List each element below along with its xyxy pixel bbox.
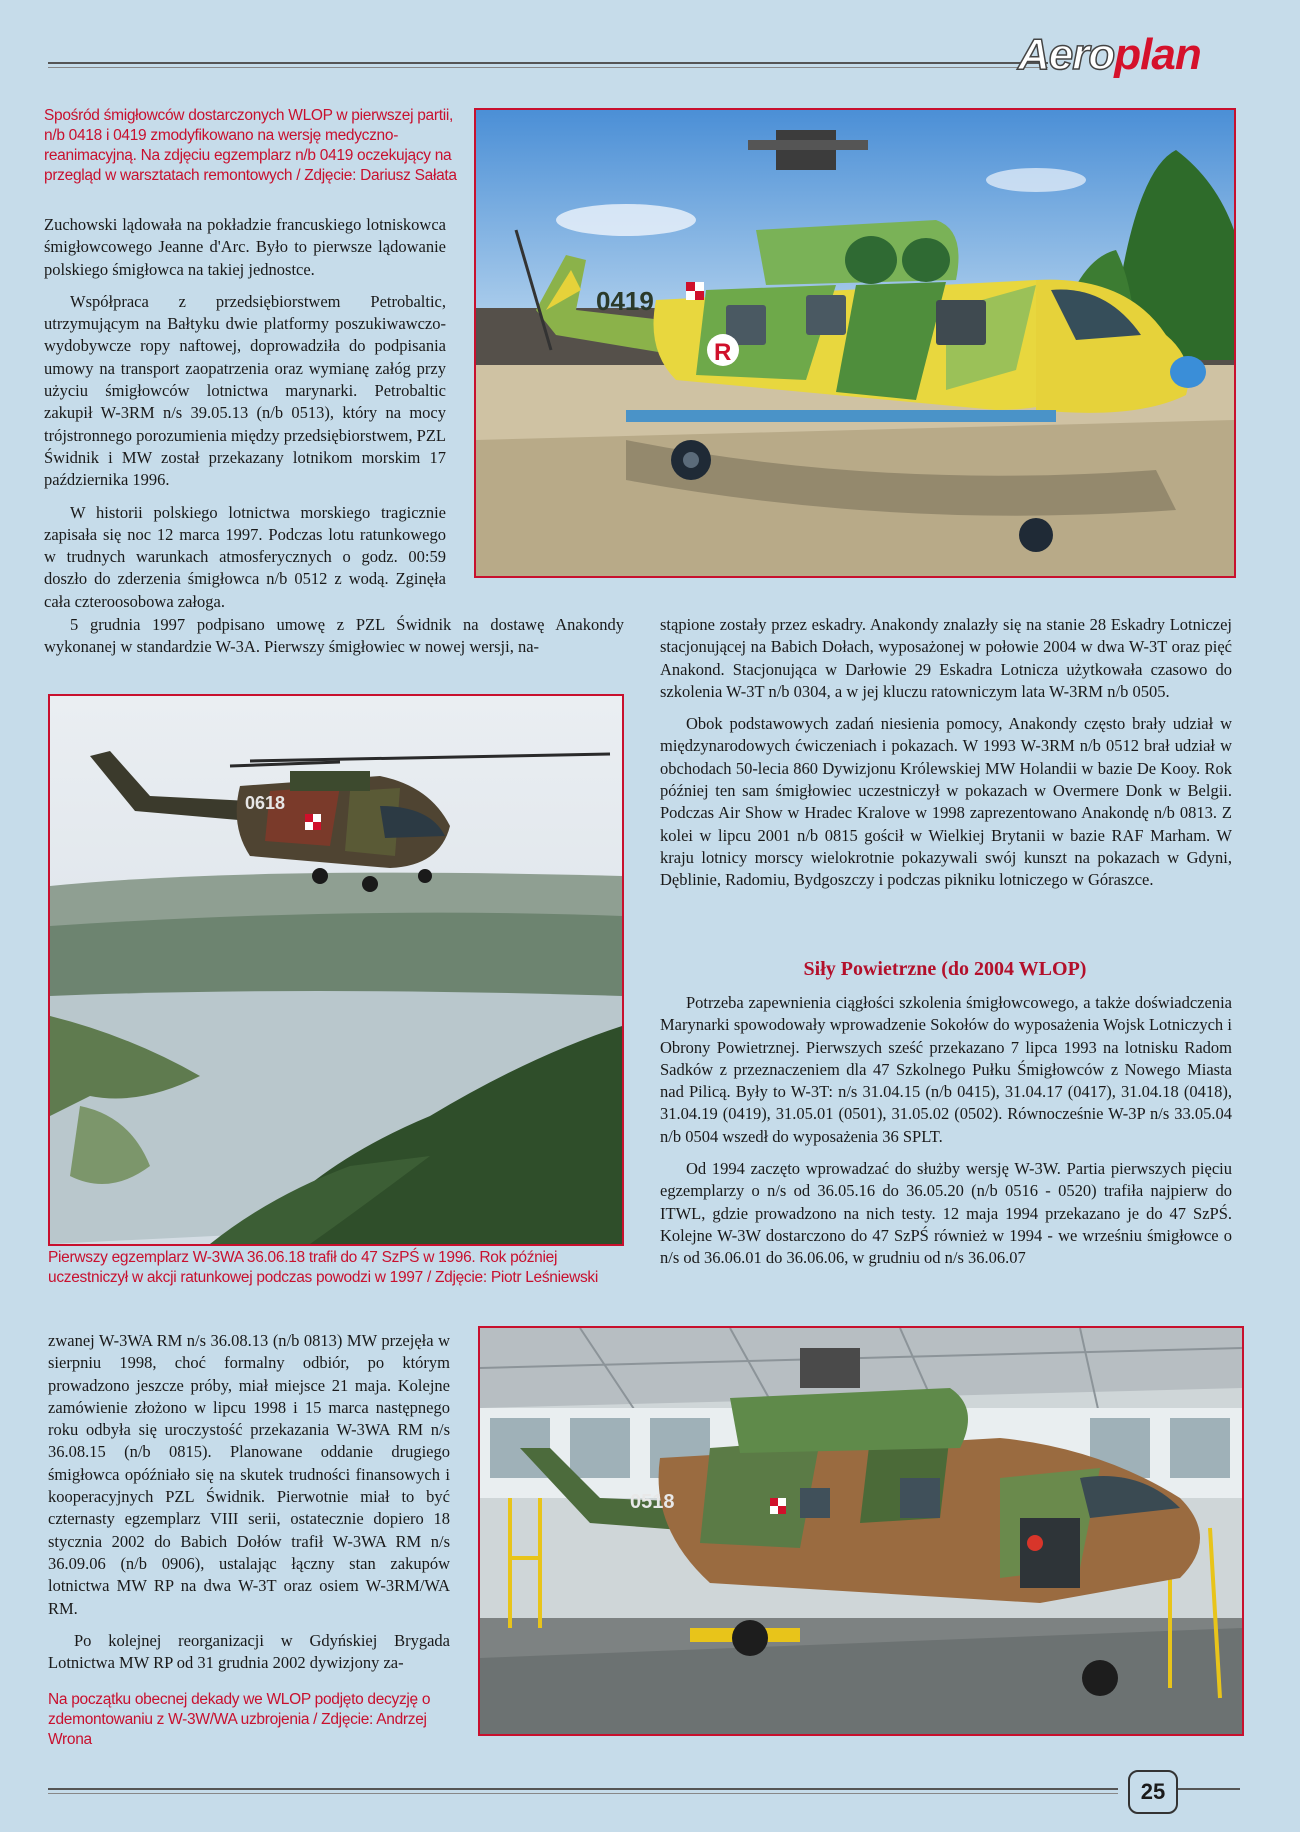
caption-bottom-photo: Na początku obecnej dekady we WLOP podjęto decyzję o zdemontowaniu z W-3W/WA uzbrojenia / Zdjęcie: Andrzej Wrona — [48, 1691, 431, 1748]
header-rule — [48, 62, 1048, 64]
text-column-right-section — [660, 992, 1232, 1280]
tail-number-0419: 0419 — [596, 286, 654, 316]
paragraph: 5 grudnia 1997 podpisano umowę z PZL Świdnik na dostawę Anakondy wykonanej w standardzie W-3A. Pierwszy śmigłowiec w nowej wersji, na- — [44, 615, 624, 657]
photo-helicopter-0419-ground — [474, 108, 1236, 578]
paragraph: Po kolejnej reorganizacji w Gdyńskiej Brygada Lotnictwa MW RP od 31 grudnia 2002 dywizjony za- — [48, 1630, 450, 1673]
door-letter: R — [714, 339, 732, 366]
paragraph: Potrzeba zapewnienia ciągłości szkolenia śmigłowcowego, a także doświadczenia Marynarki spowodowały wprowadzenie Sokołów do wyposażenia Wojsk Lotniczych i Obrony Powietrznej. Pierwszych sześć przekazano 7 lipca 1993 na lotnisku Radom Sadków z przeznaczeniem dla 47 Szkolnego Pułku Śmigłowców z Nowego Miasta nad Pilicą. Były to W-3T: n/s 31.04.15 (n/b 0415), 31.04.17 (0417), 31.04.18 (0418), 31.04.19 (0419), 31.05.01 (0501), 31.05.02 (0502). Równocześnie W-3P n/s 33.05.04 n/b 0504 wszedł do wyposażenia 36 SPLT. — [660, 993, 1232, 1146]
page-number: 25 — [1128, 1770, 1178, 1814]
photo-helicopter-0618-flight — [48, 694, 624, 1246]
tail-number-0618: 0618 — [245, 793, 286, 813]
text-column-bottom-left — [48, 1330, 450, 1684]
paragraph: W historii polskiego lotnictwa morskiego tragicznie zapisała się noc 12 marca 1997. Podczas lotu ratunkowego w trudnych warunkach atmosferycznych o godz. 00:59 doszło do zderzenia śmigłowca n/b 0512 z wodą. Zginęła cała czteroosobowa załoga. — [44, 502, 446, 611]
text-column-wide-left — [44, 614, 624, 669]
logo-part-plan: plan — [1114, 30, 1201, 79]
caption-middle-photo: Pierwszy egzemplarz W-3WA 36.06.18 trafił do 47 SzPŚ w 1996. Rok później uczestniczył w akcji ratunkowej podczas powodzi w 1997 / Zdjęcie: Piotr Leśniewski — [48, 1249, 599, 1286]
text-column-top-left — [44, 214, 446, 623]
footer-rule-thin — [48, 1793, 1118, 1794]
paragraph: Od 1994 zaczęto wprowadzać do służby wersję W-3W. Partia pierwszych pięciu egzemplarzy o n/s od 36.05.16 do 36.05.20 (n/b 0516 - 0520) trafiła najpierw do ITWL, gdzie prowadzono na nich testy. 12 maja 1994 przekazano je do 47 SzPŚ. Kolejne W-3W dostarczono do 47 SzPŚ również w 1994 - we wrześniu śmigłowce o n/s od 36.06.01 do 36.06.06, w grudniu od n/s 36.06.07 — [660, 1159, 1232, 1268]
paragraph: Współpraca z przedsiębiorstwem Petrobaltic, utrzymującym na Bałtyku dwie platformy poszukiwawczo-wydobywcze ropy naftowej, doprowadziła do podpisania umowy na transport zaopatrzenia oraz wymianę załóg przy użyciu śmigłowców lotnictwa marynarki. Petrobaltic zakupił W-3RM n/s 39.05.13 (n/b 0513), który na mocy trójstronnego porozumienia między przedsiębiorstwem, PZL Świdnik i MW został przekazany lotnikom morskim 17 października 1996. — [44, 291, 446, 490]
header-rule-thin — [48, 67, 1048, 68]
magazine-logo — [1018, 30, 1233, 86]
section-heading: Siły Powietrzne (do 2004 WLOP) — [803, 958, 1087, 980]
photo-helicopter-0518-hangar — [478, 1326, 1244, 1736]
paragraph: Zuchowski lądowała na pokładzie francuskiego lotniskowca śmigłowcowego Jeanne d'Arc. Było to pierwsze lądowanie polskiego śmigłowca na takiej jednostce. — [44, 215, 446, 279]
caption-top-photo: Spośród śmigłowców dostarczonych WLOP w pierwszej partii, n/b 0418 i 0419 zmodyfikowano na wersję medyczno-reanimacyjną. Na zdjęciu egzemplarz n/b 0419 oczekujący na przegląd w warsztatach remontowych / Zdjęcie: Dariusz Sałata — [44, 107, 457, 184]
paragraph: Obok podstawowych zadań niesienia pomocy, Anakondy często brały udział w międzynarodowych ćwiczeniach i pokazach. W 1993 W-3RM n/b 0512 brał udział w obchodach 50-lecia 860 Dywizjonu Królewskiej MW Holandii w bazie De Kooy. Rok później ten sam śmigłowiec uczestniczył w pokazach w Overmere Donk w Belgii. Podczas Air Show w Hradec Kralove w 1998 zaprezentowano Anakondę n/b 0813. Z kolei w lipcu 2001 n/b 0815 gościł w Wielkiej Brytanii w bazie RAF Marham. W kraju lotnicy morscy wielokrotnie pokazywali swój kunszt na pokazach w Gdyni, Dęblinie, Radomiu, Bydgoszczy i podczas pikniku lotniczego w Góraszce. — [660, 714, 1232, 890]
text-column-right — [660, 614, 1232, 902]
tail-number-0518: 0518 — [630, 1491, 675, 1513]
logo-part-aero: Aero — [1018, 30, 1115, 79]
footer-rule — [48, 1788, 1118, 1790]
paragraph: stąpione zostały przez eskadry. Anakondy znalazły się na stanie 28 Eskadry Lotniczej stacjonującej na Babich Dołach, wyposażonej w połowie 2004 w dwa W-3T oraz pięć Anakond. Stacjonująca w Darłowie 29 Eskadra Lotnicza użytkowała czasowo do szkolenia W-3T n/b 0304, a w jej kluczu ratowniczym lata W-3RM n/b 0505. — [660, 615, 1232, 701]
paragraph: zwanej W-3WA RM n/s 36.08.13 (n/b 0813) MW przejęła w sierpniu 1998, choć formalny odbiór, po którym prowadzono jeszcze próby, miał miejsce 21 maja. Kolejne zamówienie złożono w lipcu 1998 i 15 marca następnego roku odbyła się uroczystość przekazania W-3WA RM n/s 36.08.15 (n/b 0815). Planowane oddanie drugiego śmigłowca opóźniało się na skutek trudności finansowych i kooperacyjnych PZL Świdnik. Pierwotnie miał to być czternasty egzemplarz VIII serii, ostatecznie dopiero 18 stycznia 2002 do Babich Dołów trafił W-3WA RM n/s 36.09.06 (n/b 0906), ustalając łączny stan zakupów lotnictwa MW RP na dwa W-3T oraz osiem W-3RM/WA RM. — [48, 1331, 450, 1618]
footer-rule-right — [1176, 1788, 1240, 1790]
